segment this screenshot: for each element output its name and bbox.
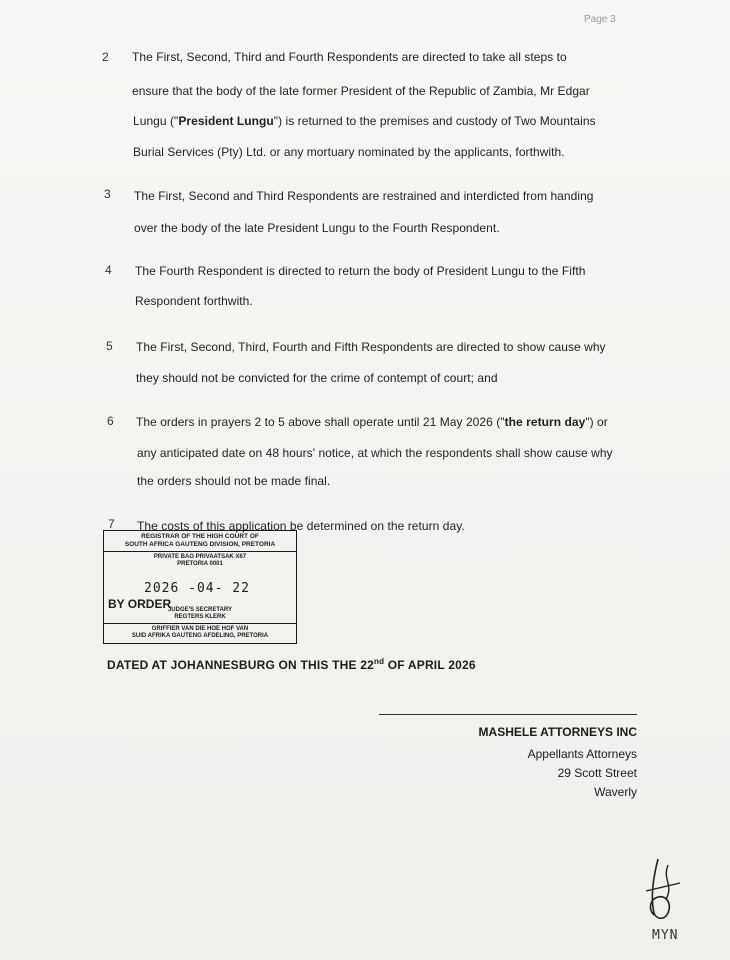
item-line: The First, Second, Third and Fourth Respondents are directed to take all steps to	[132, 50, 567, 64]
firm-suburb: Waverly	[594, 785, 637, 799]
page-number: Page 3	[584, 14, 616, 25]
stamp-by-order: BY ORDER	[108, 597, 172, 611]
item-number: 3	[104, 187, 111, 201]
item-line: any anticipated date on 48 hours' notice, at which the respondents shall show cause why	[137, 446, 613, 460]
stamp-private-bag: PRIVATE BAG PRIVAATSAK X67	[153, 554, 247, 560]
item-number: 6	[107, 414, 114, 428]
defined-term: the return day	[504, 415, 586, 429]
stamp-registrar-line1: REGISTRAR OF THE HIGH COURT OF	[141, 533, 259, 540]
handwritten-signature	[640, 855, 690, 925]
firm-street: 29 Scott Street	[557, 766, 637, 780]
stamp-divider	[104, 623, 296, 624]
item-line: the orders should not be made final.	[137, 474, 331, 488]
item-number: 4	[105, 263, 112, 277]
item-line: The First, Second and Third Respondents are restrained and interdicted from handing	[134, 189, 594, 203]
firm-name: MASHELE ATTORNEYS INC	[478, 725, 637, 739]
item-number: 5	[106, 339, 113, 353]
stamp-pretoria: PRETORIA 0001	[177, 561, 223, 567]
item-number: 7	[108, 517, 115, 531]
item-line: The orders in prayers 2 to 5 above shall operate until 21 May 2026 ("the return day") or	[136, 415, 608, 429]
dated-line	[107, 657, 476, 672]
item-line: Respondent forthwith.	[135, 294, 253, 308]
dated-text-start: DATED AT JOHANNESBURG ON THIS THE 22	[107, 658, 374, 672]
item-line: The First, Second, Third, Fourth and Fifth Respondents are directed to show cause why	[136, 340, 606, 354]
dated-text-end: OF APRIL 2026	[384, 658, 476, 672]
stamp-regters-klerk: REGTERS KLERK	[174, 614, 226, 620]
stamp-divider	[104, 551, 296, 552]
stamp-griffier-line1: GRIFFIER VAN DIE HOE HOF VAN	[151, 626, 249, 632]
item-line: Lungu ("President Lungu") is returned to the premises and custody of Two Mountains	[133, 114, 596, 128]
item-line: they should not be convicted for the crime of contempt of court; and	[136, 371, 498, 385]
stamp-griffier-line2: SUID AFRIKA GAUTENG AFDELING, PRETORIA	[131, 633, 269, 639]
item-line: The Fourth Respondent is directed to return the body of President Lungu to the Fifth	[135, 264, 586, 278]
signature-line	[379, 714, 637, 715]
court-stamp	[103, 530, 297, 644]
firm-role: Appellants Attorneys	[527, 747, 637, 761]
defined-term: President Lungu	[178, 114, 274, 128]
stamp-date: 2026 -04- 22	[144, 581, 250, 596]
dated-suffix: nd	[374, 657, 385, 666]
item-line: ensure that the body of the late former President of the Republic of Zambia, Mr Edgar	[132, 84, 590, 98]
stamp-registrar-line2: SOUTH AFRICA GAUTENG DIVISION, PRETORIA	[124, 541, 276, 548]
handwritten-initials: MYN	[652, 928, 679, 943]
item-number: 2	[102, 50, 109, 64]
item-line: The costs of this application be determined on the return day.	[137, 519, 465, 533]
item-line: Burial Services (Pty) Ltd. or any mortuary nominated by the applicants, forthwith.	[133, 145, 565, 159]
stamp-judges-secretary: JUDGE'S SECRETARY	[167, 607, 233, 613]
item-line: over the body of the late President Lungu to the Fourth Respondent.	[134, 221, 500, 235]
